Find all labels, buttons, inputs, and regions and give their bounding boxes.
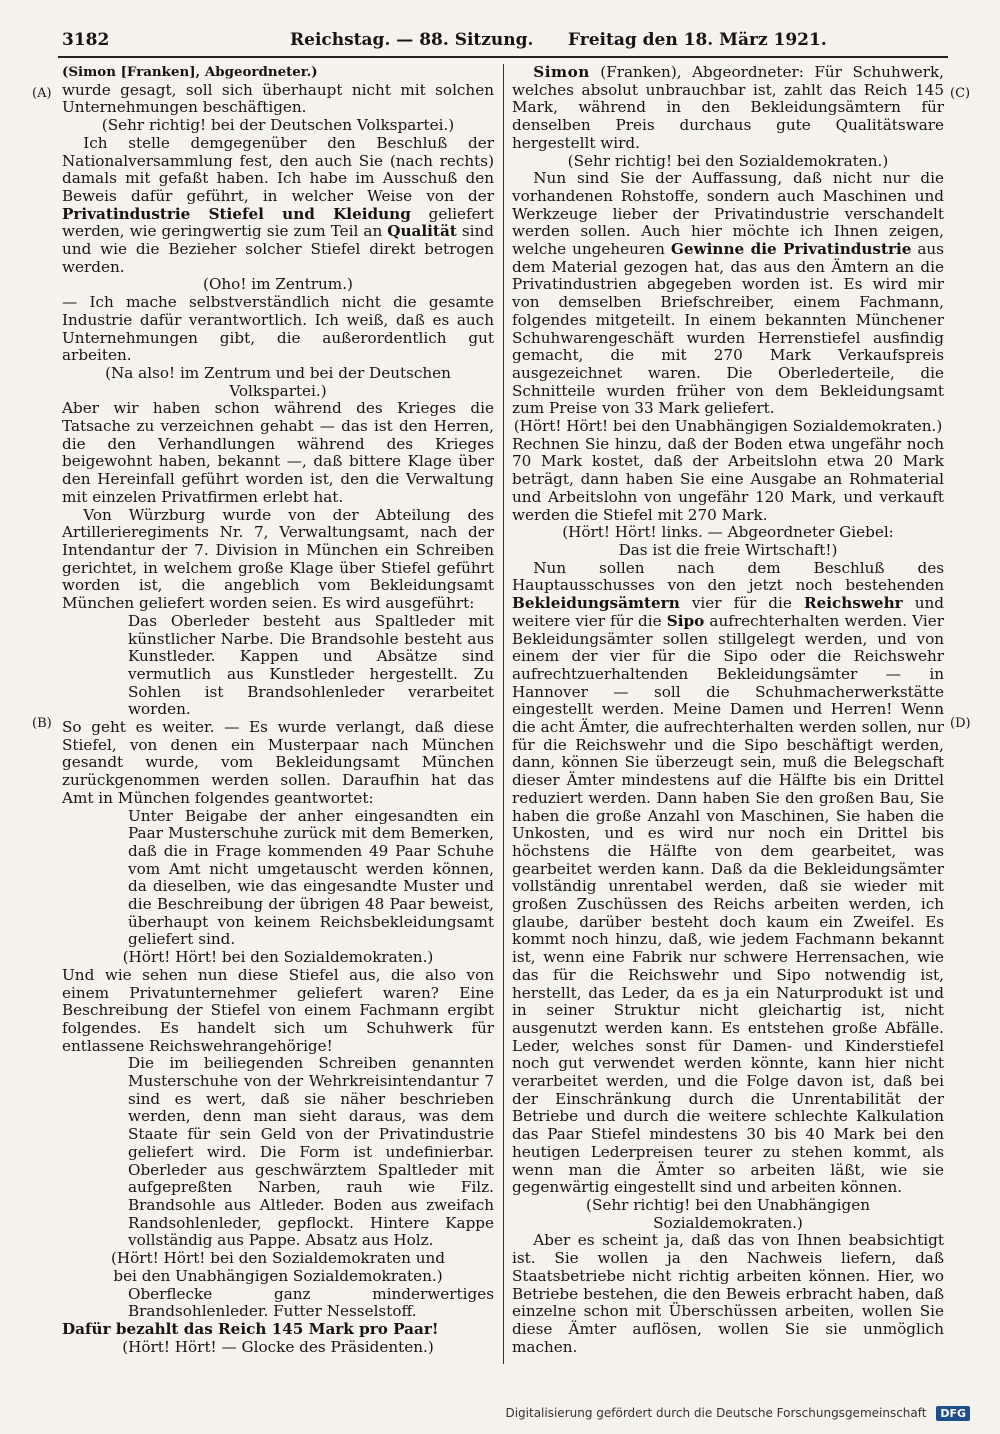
paragraph: Nun sind Sie der Auffassung, daß nicht nur die vorhandenen Rohstoffe, sondern auch Maschinen und Werkzeuge lieber der Privatindustrie verschandelt werden sollen. Auch hier möchte ich Ihnen zeigen, welche ungeheuren Gewinne die Privatindustrie aus dem Material gezogen hat, das aus den Ämtern an die Privatindustrien abgegeben worden ist. Es wird mir von demselben Briefschreiber, einem Fachmann, folgendes mitgeteilt. In einem bekannten Münchener Schuhwarengeschäft wurden Herrenstiefel ausfindig gemacht, die mit 270 Mark Verkaufspreis ausgezeichnet waren. Die Oberlederteile, die Schnitteile wurden früher von dem Bekleidungsamt zum Preise von 33 Mark geliefert.: [512, 169, 944, 418]
bold-phrase: Gewinne die Privatindustrie: [670, 240, 912, 259]
interjection: (Sehr richtig! bei den Unabhängigen Sozialdemokraten.): [586, 1196, 870, 1232]
paragraph: wurde gesagt, soll sich überhaupt nicht mit solchen Unternehmungen beschäftigen.: [62, 80, 494, 117]
bold-phrase: Sipo: [666, 611, 705, 630]
header-title: Reichstag. — 88. Sitzung.: [290, 30, 534, 50]
footer-text: Digitalisierung gefördert durch die Deutsche Forschungsgemeinschaft: [505, 1406, 927, 1420]
interjection: (Na also! im Zentrum und bei der Deutschen Volkspartei.): [105, 363, 451, 400]
continuation-speaker: (Simon [Franken], Abgeordneter.): [62, 64, 318, 80]
header-rule: [58, 56, 948, 58]
speaker-label: Simon: [533, 64, 590, 81]
right-column: [512, 64, 944, 1354]
margin-mark-a: (A): [32, 86, 52, 101]
bold-phrase: Privatindustrie Stiefel und Kleidung: [62, 204, 411, 223]
interjection: (Hört! Hört! links. — Abgeordneter Giebel: Das ist die freie Wirtschaft!): [562, 523, 894, 559]
paragraph: Ich stelle demgegenüber den Beschluß der Nationalversammlung fest, den auch Sie (nach rechts) damals mit gefaßt haben. Ich habe im Ausschuß den Beweis dafür geführt, in welcher Weise von der Privatindustrie Stiefel und Kleidung geliefert werden, wie geringwertig sie zum Teil an Qualität sind und wie die Bezieher solcher Stiefel direkt betrogen werden.: [62, 133, 494, 276]
column-divider: [503, 64, 504, 1364]
interjection: (Sehr richtig! bei der Deutschen Volkspartei.): [101, 116, 455, 135]
dfg-logo: DFG: [936, 1406, 970, 1421]
paragraph: Aber wir haben schon während des Krieges die Tatsache zu verzeichnen gehabt — das ist den Herren, die den Verhandlungen während des Krieges beigewohnt haben, bekannt —, daß bittere Klage über den Hereinfall geführt worden ist, den die Verwaltung mit einzelen Privatfirmen erlebt hat.: [62, 399, 494, 506]
bold-phrase: Reichswehr: [803, 594, 903, 613]
footer-credit: [505, 1406, 970, 1421]
paragraph: Von Würzburg wurde von der Abteilung des Artillerieregiments Nr. 7, Verwaltungsamt, nach der Intendantur der 7. Division in München ein Schreiben gerichtet, in welchem große Klage über Stiefel geführt worden ist, die angeblich vom Bekleidungsamt München geliefert worden seien. Es wird ausgeführt:: [62, 505, 494, 613]
interjection: (Oho! im Zentrum.): [203, 275, 353, 294]
bold-phrase: Bekleidungsämtern: [512, 594, 680, 613]
interjection: (Hört! Hört! bei den Unabhängigen Sozialdemokraten.): [513, 417, 943, 436]
interjection: (Sehr richtig! bei den Sozialdemokraten.): [567, 151, 889, 170]
quotation: Die im beiliegenden Schreiben genannten Musterschuhe von der Wehrkreisintendantur 7 sind es wert, daß sie näher beschrieben werden, denn man sieht daraus, was dem Staate für sein Geld von der Privatindustrie geliefert wird. Die Form ist undefinierbar. Oberleder aus geschwärztem Spaltleder mit aufgepreßten Narben, rauh wie Filz. Brandsohle aus Altleder. Boden aus zweifach Randsohlenleder, gepflockt. Hintere Kappe vollständig aus Pappe. Absatz aus Holz.: [128, 1054, 494, 1250]
quotation: Das Oberleder besteht aus Spaltleder mit künstlicher Narbe. Die Brandsohle besteht aus Kunstleder. Kappen und Absätze sind vermutlich aus Kunstleder hergestellt. Zu Sohlen ist Brandsohlenleder verarbeitet worden.: [128, 611, 494, 719]
bold-phrase: Qualität: [387, 222, 457, 241]
paragraph: Nun sollen nach dem Beschluß des Hauptausschusses von den jetzt noch bestehenden Bekleidungsämtern vier für die Reichswehr und weitere vier für die Sipo aufrechterhalten werden. Vier Bekleidungsämter sollen stillgelegt werden, und von einem der vier für die Sipo oder die Reichswehr aufrechtzuerhaltenden Bekleidungsämter — in Hannover — soll die Schuhmacherwerkstätte eingestellt werden. Meine Damen und Herren! Wenn die acht Ämter, die aufrechterhalten werden sollen, nur für die Reichswehr und die Sipo beschäftigt werden, dann, können Sie überzeugt sein, muß die Belegschaft dieser Ämter mindestens auf die Hälfte bis ein Drittel reduziert werden. Dann haben Sie den großen Bau, Sie haben die große Anzahl von Maschinen, Sie haben die Unkosten, und es wird nur noch ein Drittel bis höchstens die Hälfte von dem gearbeitet, was gearbeitet werden kann. Daß da die Bekleidungsämter vollständig unrentabel werden, daß sie wieder mit großen Zuschüssen des Reichs arbeiten werden, ich glaube, darüber besteht doch kaum ein Zweifel. Es kommt noch hinzu, daß, wie jedem Fachmann bekannt ist, wenn eine Fabrik nur schwere Herrensachen, wie das für die Reichswehr und Sipo notwendig ist, herstellt, das Leder, da es ja ein Naturprodukt ist und in seiner Struktur nicht gleichartig ist, nicht ausgenutzt werden kann. Es entstehen große Abfälle. Leder, welches sonst für Damen- und Kinderstiefel noch gut verwendet werden könnte, kann hier nicht verarbeitet werden, und die Folge davon ist, daß bei der Einschränkung durch die Unrentabilität der Betriebe und durch die weitere schlechte Kalkulation das Paar Stiefel mindestens 30 bis 40 Mark bei den heutigen Lederpreisen teurer zu stehen kommt, als wenn man die Ämter so arbeiten läßt, wie sie gegenwärtig eingestellt sind und arbeiten können.: [512, 558, 944, 1197]
paragraph: So geht es weiter. — Es wurde verlangt, daß diese Stiefel, von denen ein Musterpaar nach München gesandt wurde, vom Bekleidungsamt München zurückgenommen werden sollen. Daraufhin hat das Amt in München folgendes geantwortet:: [62, 718, 494, 807]
paragraph: — Ich mache selbstverständlich nicht die gesamte Industrie dafür verantwortlich. Ich weiß, daß es auch Unternehmungen gibt, die außerordentlich gut arbeiten.: [62, 293, 494, 365]
interjection: (Hört! Hört! bei den Sozialdemokraten.): [122, 948, 434, 967]
paragraph: Und wie sehen nun diese Stiefel aus, die also von einem Privatunternehmer geliefert waren? Eine Beschreibung der Stiefel von einem Fachmann ergibt folgendes. Es handelt sich um Schuhwerk für entlassene Reichswehrangehörige!: [62, 965, 494, 1055]
margin-mark-d: (D): [950, 716, 971, 731]
page-header: [62, 30, 942, 56]
interjection: (Hört! Hört! — Glocke des Präsidenten.): [122, 1337, 434, 1354]
header-date: Freitag den 18. März 1921.: [568, 30, 827, 50]
paragraph: Aber es scheint ja, daß das von Ihnen beabsichtigt ist. Sie wollen ja den Nachweis liefern, daß Staatsbetriebe nicht richtig arbeiten können. Hier, wo Betriebe bestehen, die den Beweis erbracht haben, daß einzelne schon mit Überschüssen arbeiten, wollen Sie diese Ämter auflösen, wollen Sie sie unmöglich machen.: [512, 1231, 944, 1354]
paragraph: Rechnen Sie hinzu, daß der Boden etwa ungefähr noch 70 Mark kostet, daß der Arbeitslohn etwa 20 Mark beträgt, dann haben Sie eine Ausgabe an Rohmaterial und Arbeitslohn von ungefähr 120 Mark, und verkauft werden die Stiefel mit 270 Mark.: [512, 434, 944, 524]
paragraph: Dafür bezahlt das Reich 145 Mark pro Paar!: [62, 1319, 439, 1338]
margin-mark-b: (B): [32, 716, 52, 731]
page-number: 3182: [62, 30, 110, 50]
margin-mark-c: (C): [950, 86, 971, 101]
left-column: [62, 64, 494, 1354]
quotation: Unter Beigabe der anher eingesandten ein Paar Musterschuhe zurück mit dem Bemerken, daß die in Frage kommenden 49 Paar Schuhe vom Amt nicht umgetauscht werden können, da dieselben, wie das eingesandte Muster und die Beschreibung der übrigen 48 Paar beweist, überhaupt von keinem Reichsbekleidungsamt geliefert sind.: [128, 806, 494, 949]
interjection: (Hört! Hört! bei den Sozialdemokraten und bei den Unabhängigen Sozialdemokraten.): [110, 1249, 446, 1285]
paragraph: Simon (Franken), Abgeordneter: Für Schuhwerk, welches absolut unbrauchbar ist, zahlt das Reich 145 Mark, während in den Bekleidungsämtern für denselben Preis durchaus gute Qualitätsware hergestellt wird.: [512, 64, 944, 152]
quotation: Oberflecke ganz minderwertiges Brandsohlenleder. Futter Nesselstoff.: [128, 1284, 494, 1321]
